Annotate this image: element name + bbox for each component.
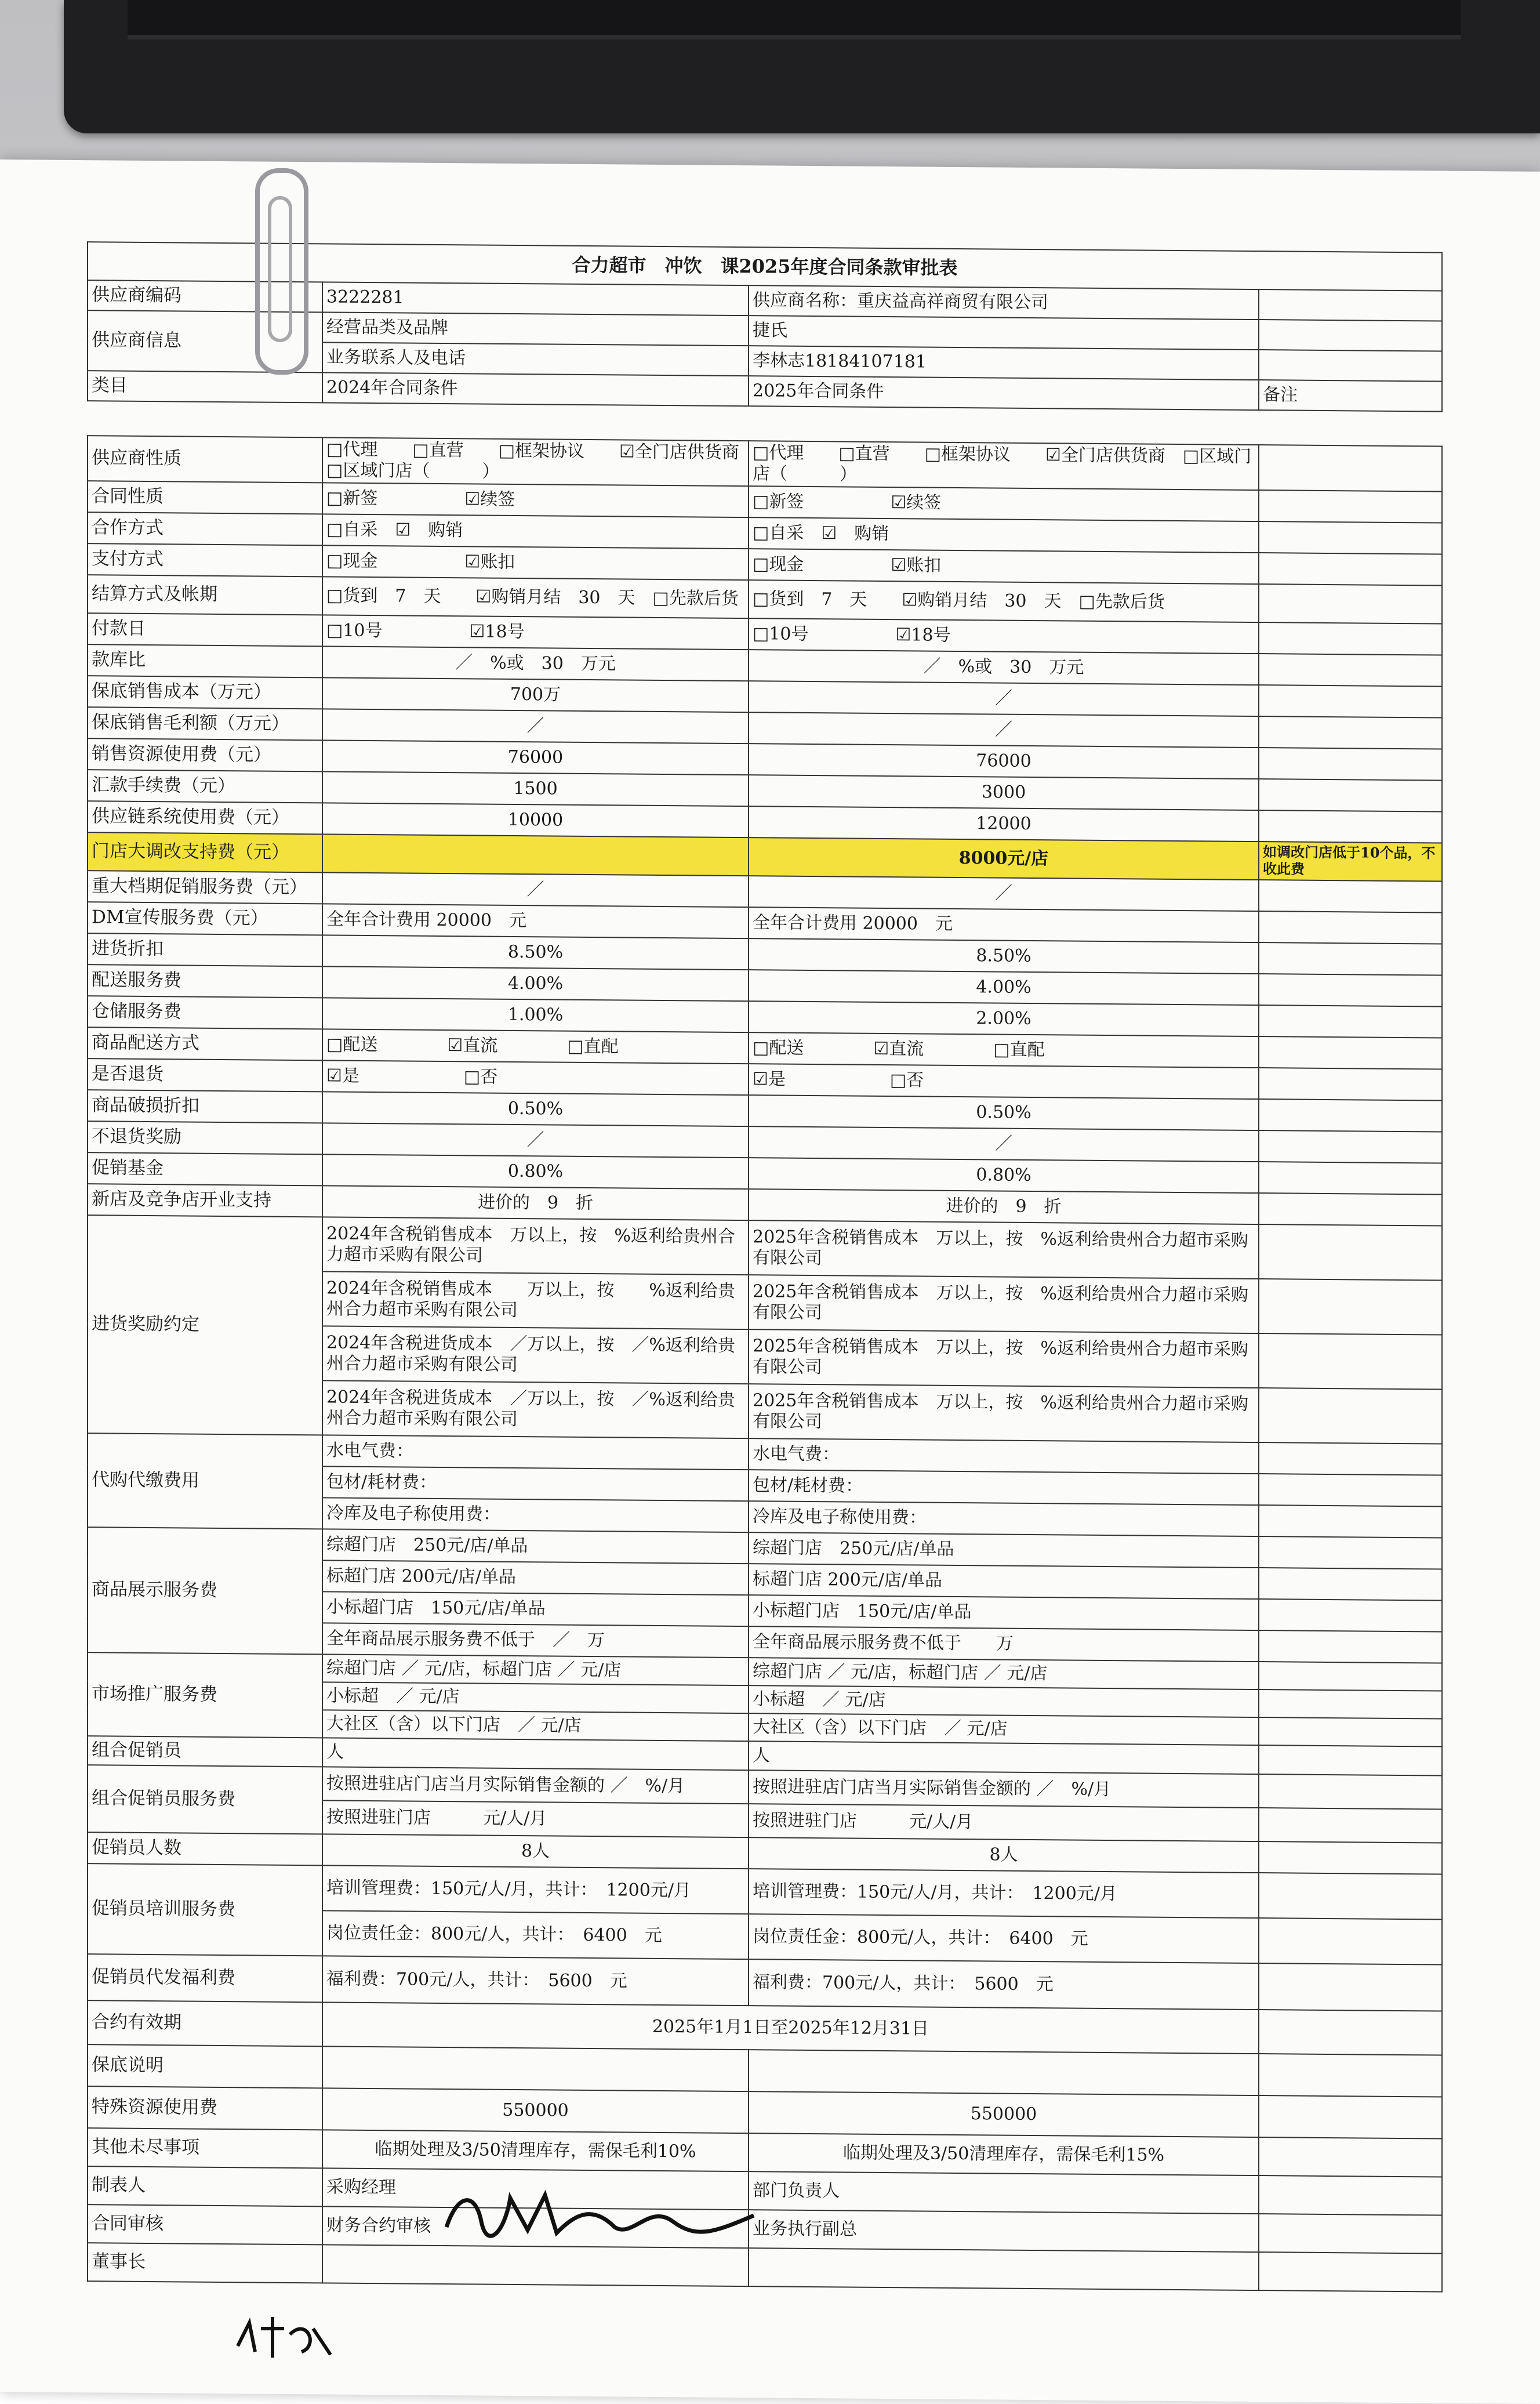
payment-mode-label: 支付方式 xyxy=(88,543,322,576)
blank-cell xyxy=(1259,1505,1442,1538)
rebate-2024-line: 2024年含税销售成本 万以上，按 %返利给贵州合力超市采购有限公司 xyxy=(322,1217,749,1275)
rebate-2025-line: 2025年含税销售成本 万以上，按 %返利给贵州合力超市采购有限公司 xyxy=(749,1275,1259,1333)
blank-cell xyxy=(1259,1963,1442,2011)
blank-cell xyxy=(1259,1036,1442,1069)
special-fee-2024: 550000 xyxy=(322,2088,749,2133)
return-label: 是否退货 xyxy=(88,1058,322,1092)
blank-cell xyxy=(1259,320,1442,351)
blank-cell xyxy=(749,2248,1259,2290)
pay-day-2025: □10号 ☑18号 xyxy=(749,618,1259,654)
stock-ratio-2024: ／ %或 30 万元 xyxy=(322,646,749,681)
display-2024-line: 小标超门店 150元/店/单品 xyxy=(322,1591,749,1626)
display-2024-line: 标超门店 200元/店/单品 xyxy=(322,1560,749,1595)
major-promo-2024: ／ xyxy=(322,872,749,907)
blank-cell xyxy=(1259,1474,1442,1506)
blank-cell xyxy=(1259,1662,1442,1691)
remark-header: 备注 xyxy=(1259,380,1442,411)
blank-cell xyxy=(1259,2214,1442,2253)
display-2025-line: 小标超门店 150元/店/单品 xyxy=(749,1595,1259,1630)
rebate-2025-line: 2025年含税销售成本 万以上，按 %返利给贵州合力超市采购有限公司 xyxy=(749,1384,1259,1442)
keyboard-keys xyxy=(128,0,1461,39)
welfare-label: 促销员代发福利费 xyxy=(88,1954,322,2002)
remit-fee-2025: 3000 xyxy=(749,775,1259,810)
combo-promoter-2025: 人 xyxy=(749,1741,1259,1774)
proxy-2025-line: 水电气费： xyxy=(749,1438,1259,1474)
combo-promoter-2024: 人 xyxy=(322,1738,749,1770)
promo-fund-2024: 0.80% xyxy=(322,1154,749,1189)
proxy-2025-line: 包材/耗材费： xyxy=(749,1470,1259,1505)
business-vp-label: 业务执行副总 xyxy=(749,2210,1259,2252)
delivery-fee-2024: 4.00% xyxy=(322,966,749,1001)
blank-cell xyxy=(1259,1841,1442,1874)
special-fee-label: 特殊资源使用费 xyxy=(88,2086,322,2130)
other-matters-2025: 临期处理及3/50清理库存，需保毛利15% xyxy=(749,2133,1259,2175)
combo-fee-2024-line: 按照进驻店门店当月实际销售金额的 ／ %/月 xyxy=(322,1767,749,1804)
supplier-nature-2024: □代理 □直营 □框架协议 ☑全门店供货商 □区域门店（ ） xyxy=(322,437,749,486)
damage-2024: 0.50% xyxy=(322,1092,749,1126)
supply-chain-label: 供应链系统使用费（元） xyxy=(88,801,322,834)
min-sales-cost-2025: ／ xyxy=(749,681,1259,716)
market-2024-line: 大社区（含）以下门店 ／ 元/店 xyxy=(322,1710,749,1741)
damage-2025: 0.50% xyxy=(749,1095,1259,1130)
col-2025-header: 2025年合同条件 xyxy=(749,376,1259,410)
blank-cell xyxy=(1259,779,1442,811)
purchase-discount-2025: 8.50% xyxy=(749,938,1259,974)
remit-fee-2024: 1500 xyxy=(322,771,749,806)
payment-mode-2025: □现金 ☑账扣 xyxy=(749,549,1259,584)
blank-cell xyxy=(1259,716,1442,749)
settlement-label: 结算方式及帐期 xyxy=(88,575,322,615)
combo-fee-label: 组合促销员服务费 xyxy=(88,1765,322,1834)
rebate-2024-line: 2024年含税进货成本 ／万以上，按 ／%返利给贵州合力超市采购有限公司 xyxy=(322,1380,749,1438)
sales-resource-2024: 76000 xyxy=(322,740,749,775)
chairman-label: 董事长 xyxy=(88,2243,322,2283)
storage-fee-label: 仓储服务费 xyxy=(88,996,322,1029)
return-2025: ☑是 □否 xyxy=(749,1064,1259,1099)
contact-label: 业务联系人及电话 xyxy=(322,342,749,376)
display-fee-label: 商品展示服务费 xyxy=(88,1527,322,1654)
market-2024-line: 小标超 ／ 元/店 xyxy=(322,1682,749,1713)
display-2025-line: 标超门店 200元/店/单品 xyxy=(749,1564,1259,1599)
blank-cell xyxy=(1259,445,1442,491)
supplier-name: 供应商名称：重庆益高祥商贸有限公司 xyxy=(749,285,1259,320)
blank-cell xyxy=(322,2245,749,2286)
blank-cell xyxy=(1259,1162,1442,1194)
settlement-2024: □货到 7 天 ☑购销月结 30 天 □先款后货 xyxy=(322,576,749,618)
blank-cell xyxy=(1259,1193,1442,1225)
major-promo-label: 重大档期促销服务费（元） xyxy=(88,871,322,904)
blank-cell xyxy=(1259,974,1442,1006)
coop-mode-label: 合作方式 xyxy=(88,512,322,545)
display-2025-line: 全年商品展示服务费不低于 万 xyxy=(749,1626,1259,1662)
blank-cell xyxy=(1259,2010,1442,2055)
promo-fund-2025: 0.80% xyxy=(749,1158,1259,1193)
proxy-2024-line: 包材/耗材费： xyxy=(322,1466,749,1501)
contract-terms-table xyxy=(87,435,1443,2292)
no-return-bonus-2024: ／ xyxy=(322,1123,749,1158)
settlement-2025: □货到 7 天 ☑购销月结 30 天 □先款后货 xyxy=(749,580,1259,622)
combo-fee-2025-line: 按照进驻门店 元/人/月 xyxy=(749,1804,1259,1841)
renovation-label: 门店大调改支持费（元） xyxy=(88,832,322,872)
training-2024-line: 培训管理费：150元/人/月，共计： 1200元/月 xyxy=(322,1865,749,1914)
promoter-count-2025: 8人 xyxy=(749,1837,1259,1873)
display-2025-line: 综超门店 250元/店/单品 xyxy=(749,1532,1259,1568)
supply-chain-2024: 10000 xyxy=(322,803,749,837)
proxy-fee-label: 代购代缴费用 xyxy=(88,1433,322,1529)
sales-resource-label: 销售资源使用费（元） xyxy=(88,738,322,771)
blank-cell xyxy=(1259,748,1442,780)
dept-head-label: 部门负责人 xyxy=(749,2171,1259,2214)
purchase-discount-2024: 8.50% xyxy=(322,935,749,970)
rebate-2025-line: 2025年含税销售成本 万以上，按 %返利给贵州合力超市采购有限公司 xyxy=(749,1329,1259,1388)
blank-cell xyxy=(1259,911,1442,944)
other-matters-2024: 临期处理及3/50清理库存，需保毛利10% xyxy=(322,2130,749,2171)
purchase-manager-label: 采购经理 xyxy=(322,2168,749,2210)
contract-review-label: 合同审核 xyxy=(88,2204,322,2245)
blank-cell xyxy=(1259,654,1442,686)
blank-cell xyxy=(1259,2095,1442,2138)
category-label: 类目 xyxy=(88,371,322,403)
validity-label: 合约有效期 xyxy=(88,2000,322,2046)
category-brand-label: 经营品类及品牌 xyxy=(322,312,749,346)
renovation-remark: 如调改门店低于10个品，不收此费 xyxy=(1259,842,1442,881)
renovation-2025: 8000元/店 xyxy=(749,837,1259,880)
pay-day-label: 付款日 xyxy=(88,613,322,646)
sales-resource-2025: 76000 xyxy=(749,744,1259,779)
delivery-mode-2024: □配送 ☑直流 □直配 xyxy=(322,1029,749,1064)
combo-fee-2025-line: 按照进驻店门店当月实际销售金额的 ／ %/月 xyxy=(749,1770,1259,1808)
blank-cell xyxy=(1259,1599,1442,1631)
blank-cell xyxy=(1259,1689,1442,1718)
blank-cell xyxy=(1259,1224,1442,1280)
display-2024-line: 全年商品展示服务费不低于 ／ 万 xyxy=(322,1623,749,1658)
delivery-mode-label: 商品配送方式 xyxy=(88,1027,322,1060)
blank-cell xyxy=(1259,289,1442,321)
proxy-2024-line: 冷库及电子称使用费： xyxy=(322,1497,749,1532)
delivery-mode-2025: □配送 ☑直流 □直配 xyxy=(749,1032,1259,1068)
contract-nature-2024: □新签 ☑续签 xyxy=(322,483,749,517)
blank-cell xyxy=(1259,2175,1442,2215)
remit-fee-label: 汇款手续费（元） xyxy=(88,770,322,803)
blank-cell xyxy=(1259,1388,1442,1444)
chairman-signature xyxy=(232,2311,336,2363)
training-2024-line: 岗位责任金：800元/人，共计： 6400 元 xyxy=(322,1910,749,1959)
dm-fee-label: DM宣传服务费（元） xyxy=(88,902,322,935)
contract-nature-label: 合同性质 xyxy=(88,481,322,514)
min-gross-2024: ／ xyxy=(322,709,749,744)
paper-clip xyxy=(255,168,308,375)
rebate-2024-line: 2024年含税进货成本 ／万以上，按 ／%返利给贵州合力超市采购有限公司 xyxy=(322,1326,749,1384)
blank-cell xyxy=(1259,1333,1442,1389)
supplier-code-label: 供应商编码 xyxy=(88,280,322,312)
min-sales-cost-label: 保底销售成本（万元） xyxy=(88,676,322,709)
rebate-2024-line: 2024年含税销售成本 万以上，按 %返利给贵州合力超市采购有限公司 xyxy=(322,1271,749,1329)
contact: 李林志18184107181 xyxy=(749,346,1259,380)
form-title: 合力超市 冲饮 课2025年度合同条款审批表 xyxy=(88,242,1442,291)
blank-cell xyxy=(1259,2252,1442,2291)
supply-chain-2025: 12000 xyxy=(749,806,1259,842)
delivery-fee-label: 配送服务费 xyxy=(88,964,322,998)
major-promo-2025: ／ xyxy=(749,876,1259,911)
approval-form-paper xyxy=(0,159,1540,2404)
blank-cell xyxy=(1259,1279,1442,1335)
blank-cell xyxy=(1259,1099,1442,1132)
blank-cell xyxy=(1259,1130,1442,1163)
other-matters-label: 其他未尽事项 xyxy=(88,2128,322,2168)
training-2025-line: 岗位责任金：800元/人，共计： 6400 元 xyxy=(749,1914,1259,1963)
renovation-2024 xyxy=(322,834,749,876)
blank-cell xyxy=(1259,2137,1442,2177)
supplier-nature-2025: □代理 □直营 □框架协议 ☑全门店供货商 □区域门店（ ） xyxy=(749,441,1259,490)
welfare-2024: 福利费：700元/人，共计： 5600 元 xyxy=(322,1956,749,2006)
blank-cell xyxy=(1259,1774,1442,1809)
market-2025-line: 小标超 ／ 元/店 xyxy=(749,1685,1259,1717)
brand: 捷氏 xyxy=(749,316,1259,350)
storage-fee-2025: 2.00% xyxy=(749,1001,1259,1036)
blank-cell xyxy=(1259,942,1442,975)
blank-cell xyxy=(1259,1918,1442,1964)
supplier-nature-label: 供应商性质 xyxy=(88,436,322,483)
maker-label: 制表人 xyxy=(88,2166,322,2206)
blank-cell xyxy=(1259,1068,1442,1100)
dm-fee-2024: 全年合计费用 20000 元 xyxy=(322,904,749,938)
validity-value: 2025年1月1日至2025年12月31日 xyxy=(322,2002,1259,2054)
no-return-bonus-2025: ／ xyxy=(749,1126,1259,1162)
promoter-count-label: 促销员人数 xyxy=(88,1832,322,1865)
guarantee-label: 保底说明 xyxy=(88,2044,322,2088)
contract-nature-2025: □新签 ☑续签 xyxy=(749,486,1259,521)
return-2024: ☑是 □否 xyxy=(322,1060,749,1095)
combo-fee-2024-line: 按照进驻门店 元/人/月 xyxy=(322,1800,749,1837)
rebate-label: 进货奖励约定 xyxy=(88,1215,322,1435)
training-fee-label: 促销员培训服务费 xyxy=(88,1863,322,1956)
blank-cell xyxy=(1259,622,1442,655)
blank-cell xyxy=(1259,1005,1442,1038)
purchase-discount-label: 进货折扣 xyxy=(88,933,322,966)
blank-cell xyxy=(1259,810,1442,843)
blank-cell xyxy=(1259,1808,1442,1843)
blank-cell xyxy=(1259,350,1442,381)
market-fee-label: 市场推广服务费 xyxy=(88,1652,322,1738)
blank-cell xyxy=(1259,521,1442,554)
no-return-bonus-label: 不退货奖励 xyxy=(88,1121,322,1154)
rebate-2025-line: 2025年含税销售成本 万以上，按 %返利给贵州合力超市采购有限公司 xyxy=(749,1220,1259,1279)
blank-cell xyxy=(322,2046,749,2091)
min-gross-2025: ／ xyxy=(749,712,1259,748)
market-2024-line: 综超门店 ／ 元/店，标超门店 ／ 元/店 xyxy=(322,1654,749,1685)
supplier-code: 3222281 xyxy=(322,282,749,316)
blank-cell xyxy=(749,2050,1259,2095)
combo-promoter-label: 组合促销员 xyxy=(88,1736,322,1767)
blank-cell xyxy=(1259,1745,1442,1775)
new-store-label: 新店及竞争店开业支持 xyxy=(88,1184,322,1217)
display-2024-line: 综超门店 250元/店/单品 xyxy=(322,1529,749,1564)
coop-mode-2025: □自采 ☑ 购销 xyxy=(749,517,1259,553)
delivery-fee-2025: 4.00% xyxy=(749,970,1259,1005)
blank-cell xyxy=(1259,553,1442,585)
damage-label: 商品破损折扣 xyxy=(88,1090,322,1123)
welfare-2025: 福利费：700元/人，共计： 5600 元 xyxy=(749,1959,1259,2010)
new-store-2025: 进价的 9 折 xyxy=(749,1189,1259,1224)
proxy-2024-line: 水电气费： xyxy=(322,1435,749,1470)
blank-cell xyxy=(1259,2054,1442,2097)
blank-cell xyxy=(1259,880,1442,912)
promoter-count-2024: 8人 xyxy=(322,1834,749,1869)
blank-cell xyxy=(1259,1717,1442,1746)
special-fee-2025: 550000 xyxy=(749,2091,1259,2137)
training-2025-line: 培训管理费：150元/人/月，共计： 1200元/月 xyxy=(749,1869,1259,1918)
min-gross-label: 保底销售毛利额（万元） xyxy=(88,707,322,740)
market-2025-line: 大社区（含）以下门店 ／ 元/店 xyxy=(749,1713,1259,1745)
blank-cell xyxy=(1259,1536,1442,1569)
finance-review-label: 财务合约审核 xyxy=(322,2206,749,2248)
purchase-manager-signature xyxy=(441,2181,765,2245)
blank-cell xyxy=(1259,1442,1442,1475)
blank-cell xyxy=(1259,1568,1442,1600)
coop-mode-2024: □自采 ☑ 购销 xyxy=(322,514,749,549)
stock-ratio-label: 款库比 xyxy=(88,644,322,677)
col-2024-header: 2024年合同条件 xyxy=(322,372,749,406)
blank-cell xyxy=(1259,1873,1442,1919)
min-sales-cost-2024: 700万 xyxy=(322,677,749,712)
blank-cell xyxy=(1259,1630,1442,1663)
blank-cell xyxy=(1259,685,1442,717)
keyboard xyxy=(64,0,1540,133)
new-store-2024: 进价的 9 折 xyxy=(322,1185,749,1220)
promo-fund-label: 促销基金 xyxy=(88,1152,322,1185)
pay-day-2024: □10号 ☑18号 xyxy=(322,615,749,650)
storage-fee-2024: 1.00% xyxy=(322,998,749,1032)
blank-cell xyxy=(1259,584,1442,623)
dm-fee-2025: 全年合计费用 20000 元 xyxy=(749,907,1259,942)
blank-cell xyxy=(1259,490,1442,523)
market-2025-line: 综超门店 ／ 元/店，标超门店 ／ 元/店 xyxy=(749,1658,1259,1689)
supplier-info-label: 供应商信息 xyxy=(88,310,322,372)
proxy-2025-line: 冷库及电子称使用费： xyxy=(749,1501,1259,1536)
payment-mode-2024: □现金 ☑账扣 xyxy=(322,545,749,580)
stock-ratio-2025: ／ %或 30 万元 xyxy=(749,650,1259,685)
